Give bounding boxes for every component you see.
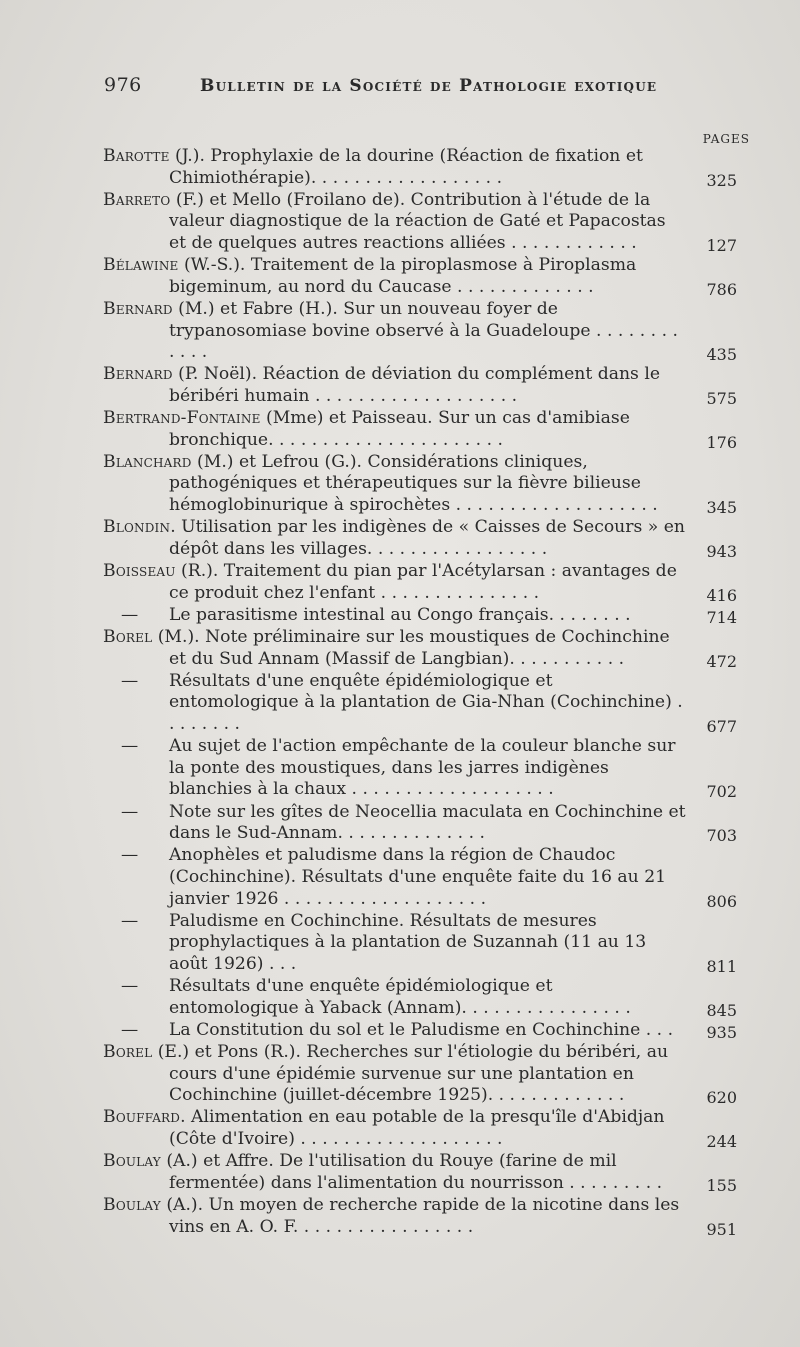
index-entries <box>103 146 737 1239</box>
index-entry <box>103 255 737 299</box>
index-entry <box>103 736 737 802</box>
entry-title: . Utilisation par les indigènes de « Caisses de Secours » en dépôt dans les villages. . . . . . . . . . . . . . . . . <box>169 517 685 559</box>
entry-page-number: 935 <box>706 1022 737 1042</box>
entry-author: Blondin <box>103 517 171 538</box>
entry-author: Barotte <box>103 146 170 166</box>
entry-page-number: 155 <box>706 1175 737 1195</box>
entry-title: (P. Noël). Réaction de déviation du complément dans le béribéri humain . . . . . . . . . . . . . . . . . . . <box>169 364 660 406</box>
entry-page-number: 325 <box>706 170 737 190</box>
entry-title: . Alimentation en eau potable de la presqu'île d'Abidjan (Côte d'Ivoire) . . . . . . . . . . . . . . . . . . . <box>169 1107 665 1149</box>
entry-author: Bélawine <box>103 255 179 276</box>
entry-page-number: 472 <box>706 651 737 671</box>
entry-author: Boulay <box>103 1151 161 1172</box>
ditto-dash: — <box>121 910 139 931</box>
page-number: 976 <box>104 74 142 96</box>
entry-page-number: 345 <box>706 498 737 518</box>
entry-page-number: 806 <box>706 891 737 911</box>
entry-page-number: 620 <box>706 1088 737 1108</box>
entry-title: Le parasitisme intestinal au Congo français. . . . . . . . <box>169 604 631 625</box>
entry-author: Boulay <box>103 1194 161 1215</box>
ditto-dash: — <box>121 976 139 997</box>
entry-author: Borel <box>103 627 153 647</box>
entry-page-number: 127 <box>706 235 737 255</box>
entry-page-number: 575 <box>706 388 737 408</box>
entry-title: (F.) et Mello (Froilano de). Contribution à l'étude de la valeur diagnostique de la réaction de Gaté et Papacostas et de quelques autres reactions alliées . . . . . . . . . . . . <box>169 189 666 253</box>
index-entry <box>103 910 737 976</box>
entry-page-number: 845 <box>706 1000 737 1020</box>
entry-author: Bertrand-Fontaine <box>103 408 261 429</box>
entry-page-number: 416 <box>706 585 737 605</box>
entry-title: Note sur les gîtes de Neocellia maculata en Cochinchine et dans le Sud-Annam. . . . . . . . . . . . . . <box>169 801 686 844</box>
running-title: Bulletin de la Société de Pathologie exotique <box>200 76 658 96</box>
entry-author: Bernard <box>103 298 173 319</box>
entry-page-number: 176 <box>706 432 737 452</box>
pages-column-label: PAGES <box>702 132 750 146</box>
entry-page-number: 702 <box>706 782 737 802</box>
entry-author: Barreto <box>103 189 171 210</box>
index-entry <box>103 801 737 846</box>
entry-title: (A.) et Affre. De l'utilisation du Rouye (farine de mil fermentée) dans l'alimentation du nourrisson . . . . . . . . . <box>160 1151 663 1193</box>
ditto-dash: — <box>121 801 139 822</box>
ditto-dash: — <box>121 670 139 691</box>
entry-title: (E.) et Pons (R.). Recherches sur l'étiologie du béribéri, au cours d'une épidémie survenue sur une plantation en Cochinchine (juillet-décembre 1925). . . . . . . . . . . . . <box>152 1042 669 1106</box>
index-entry <box>103 561 737 605</box>
index-entry <box>103 517 737 561</box>
entry-author: Blanchard <box>103 451 192 472</box>
entry-page-number: 951 <box>706 1219 737 1239</box>
entry-title: (R.). Traitement du pian par l'Acétylarsan : avantages de ce produit chez l'enfant . . . . . . . . . . . . . . . <box>169 561 677 603</box>
entry-title: (W.-S.). Traitement de la piroplasmose à Piroplasma bigeminum, au nord du Caucase . . . . . . . . . . . . . <box>169 255 637 297</box>
index-entry <box>103 627 737 671</box>
entry-title: (J.). Prophylaxie de la dourine (Réaction de fixation et Chimiothérapie). . . . . . . . . . . . . . . . . . <box>169 146 643 188</box>
entry-title: Au sujet de l'action empêchante de la couleur blanche sur la ponte des moustiques, dans les jarres indigènes blanchies à la chaux . . . . . . . . . . . . . . . . . . . <box>169 736 676 800</box>
index-entry <box>103 1019 737 1042</box>
index-entry <box>103 408 737 452</box>
entry-page-number: 811 <box>706 956 737 976</box>
index-entry <box>103 189 737 255</box>
ditto-dash: — <box>121 736 139 757</box>
entry-title: (M.) et Lefrou (G.). Considérations cliniques, pathogéniques et thérapeutiques sur la fièvre bilieuse hémoglobinurique à spirochètes . . . . . . . . . . . . . . . . . . . <box>169 451 658 516</box>
entry-title: Résultats d'une enquête épidémiologique et entomologique à Yaback (Annam). . . . . . . . . . . . . . . . <box>169 976 631 1018</box>
index-entry <box>103 364 737 408</box>
index-entry <box>103 1042 737 1108</box>
index-entry <box>103 298 737 365</box>
entry-title: (M.). Note préliminaire sur les moustiques de Cochinchine et du Sud Annam (Massif de Langbian). . . . . . . . . . . <box>152 627 670 669</box>
index-entry <box>103 1151 737 1195</box>
entry-title: Paludisme en Cochinchine. Résultats de mesures prophylactiques à la plantation de Suzannah (11 au 13 août 1926) . . . <box>169 910 647 974</box>
entry-title: (Mme) et Paisseau. Sur un cas d'amibiase bronchique. . . . . . . . . . . . . . . . . . . . . . <box>169 408 630 450</box>
entry-author: Bernard <box>103 364 173 385</box>
entry-title: La Constitution du sol et le Paludisme en Cochinchine . . . <box>169 1019 674 1040</box>
entry-page-number: 714 <box>706 607 737 627</box>
entry-page-number: 244 <box>706 1132 737 1151</box>
index-entry <box>103 604 737 627</box>
index-entry <box>103 451 737 518</box>
entry-page-number: 677 <box>706 716 737 736</box>
entry-page-number: 943 <box>706 541 737 561</box>
entry-page-number: 435 <box>706 345 737 365</box>
entry-page-number: 786 <box>706 279 737 299</box>
index-entry <box>103 976 737 1020</box>
page-header <box>104 74 700 104</box>
entry-page-number: 703 <box>706 826 737 846</box>
index-entry <box>103 670 737 736</box>
ditto-dash: — <box>121 604 139 625</box>
index-entry <box>103 1107 737 1151</box>
ditto-dash: — <box>121 1019 139 1040</box>
entry-author: Bouffard <box>103 1107 181 1128</box>
index-entry <box>103 146 737 190</box>
entry-author: Boisseau <box>103 561 176 582</box>
entry-title: (M.) et Fabre (H.). Sur un nouveau foyer de trypanosomiase bovine observé à la Guadeloupe . . . . . . . . . . . . <box>169 298 678 363</box>
entry-title: Résultats d'une enquête épidémiologique et entomologique à la plantation de Gia-Nhan (Cochinchine) . . . . . . . . <box>169 670 683 734</box>
index-entry <box>103 845 737 911</box>
ditto-dash: — <box>121 845 139 866</box>
entry-author: Borel <box>103 1042 153 1063</box>
entry-title: Anophèles et paludisme dans la région de Chaudoc (Cochinchine). Résultats d'une enquête faite du 16 au 21 janvier 1926 . . . . . . . . . . . . . . . . . . . <box>169 845 667 909</box>
index-entry <box>103 1194 737 1239</box>
entry-title: (A.). Un moyen de recherche rapide de la nicotine dans les vins en A. O. F. . . . . . . . . . . . . . . . . <box>160 1194 680 1237</box>
